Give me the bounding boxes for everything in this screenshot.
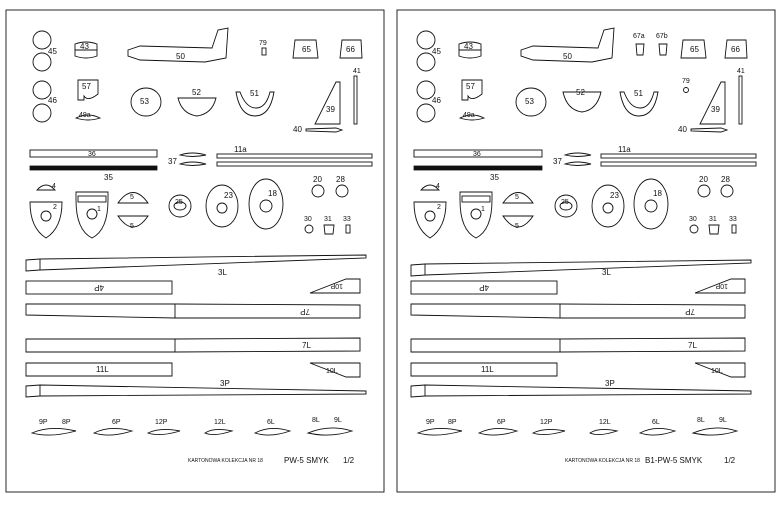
label-30: 30 [689, 216, 697, 223]
label-51: 51 [250, 89, 259, 98]
label-8L: 8L [697, 417, 705, 424]
label-9L: 9L [334, 417, 342, 424]
label-79: 79 [259, 40, 267, 47]
label-2: 2 [53, 204, 57, 211]
part-28 [721, 185, 733, 197]
label-66: 66 [346, 45, 355, 54]
label-66: 66 [731, 45, 740, 54]
label-25: 25 [561, 199, 569, 206]
part-20 [698, 185, 710, 197]
label-67b: 67b [656, 33, 668, 40]
label-3P: 3P [605, 379, 615, 388]
label-4P: 4P [479, 283, 489, 292]
label-30: 30 [304, 216, 312, 223]
label-65: 65 [690, 45, 699, 54]
label-45: 45 [48, 47, 57, 56]
part-11a-strip [217, 154, 372, 158]
part-31 [709, 225, 719, 234]
label-6P: 6P [497, 419, 506, 426]
part-41-strut [739, 76, 742, 124]
label-40: 40 [678, 125, 687, 134]
label-11a: 11a [234, 145, 247, 154]
label-28: 28 [721, 175, 730, 184]
label-67a: 67a [633, 33, 645, 40]
part-30 [690, 225, 698, 233]
label-10P: 10P [330, 282, 343, 289]
part-40 [691, 128, 727, 132]
footer-page: 1/2 [343, 456, 355, 465]
label-11L: 11L [96, 365, 109, 374]
label-5-upper: 5 [130, 194, 134, 201]
label-50: 50 [176, 52, 185, 61]
label-10L: 10L [711, 368, 723, 375]
label-23: 23 [610, 191, 619, 200]
label-10P: 10P [715, 282, 728, 289]
part-30 [305, 225, 313, 233]
label-37: 37 [168, 157, 177, 166]
label-7P: 7P [685, 307, 695, 316]
label-33: 33 [729, 216, 737, 223]
part-41-strut [354, 76, 357, 124]
label-8P: 8P [448, 419, 457, 426]
label-51: 51 [634, 89, 643, 98]
label-4: 4 [436, 183, 440, 190]
label-18: 18 [268, 189, 277, 198]
label-79: 79 [682, 78, 690, 85]
footer-page: 1/2 [724, 456, 736, 465]
label-12L: 12L [214, 419, 226, 426]
label-57: 57 [82, 82, 91, 91]
label-12L: 12L [599, 419, 611, 426]
footer-model: B1-PW-5 SMYK [645, 456, 703, 465]
label-4: 4 [52, 183, 56, 190]
footer-series: KARTONOWA KOLEKCJA NR 18 [565, 458, 640, 464]
label-28: 28 [336, 175, 345, 184]
label-5-lower: 5 [515, 223, 519, 230]
label-18: 18 [653, 189, 662, 198]
label-40: 40 [293, 125, 302, 134]
label-45: 45 [432, 47, 441, 56]
label-39: 39 [326, 105, 335, 114]
label-65: 65 [302, 45, 311, 54]
label-11L: 11L [481, 365, 494, 374]
label-12P: 12P [155, 419, 168, 426]
label-33: 33 [343, 216, 351, 223]
part-31 [324, 225, 334, 234]
label-43: 43 [80, 42, 89, 51]
label-53: 53 [140, 97, 149, 106]
label-53: 53 [525, 97, 534, 106]
label-3P: 3P [220, 379, 230, 388]
label-9P: 9P [426, 419, 435, 426]
label-1: 1 [481, 206, 485, 213]
label-9L: 9L [719, 417, 727, 424]
part-35-strip-black [414, 166, 542, 170]
label-6L: 6L [267, 419, 275, 426]
label-3L: 3L [602, 268, 611, 277]
label-36: 36 [473, 151, 481, 158]
label-7L: 7L [688, 341, 697, 350]
label-50: 50 [563, 52, 572, 61]
part-33 [732, 225, 736, 233]
label-41: 41 [353, 68, 361, 75]
label-3L: 3L [218, 268, 227, 277]
part-28 [336, 185, 348, 197]
part-40 [306, 128, 342, 132]
footer-series: KARTONOWA KOLEKCJA NR 18 [188, 458, 263, 464]
label-31: 31 [324, 216, 332, 223]
label-20: 20 [313, 175, 322, 184]
label-46: 46 [432, 96, 441, 105]
label-10L: 10L [326, 368, 338, 375]
part-11a-strip-2 [601, 162, 756, 166]
label-2: 2 [437, 204, 441, 211]
label-23: 23 [224, 191, 233, 200]
label-49a: 49a [463, 112, 475, 119]
label-41: 41 [737, 68, 745, 75]
footer-model: PW-5 SMYK [284, 456, 329, 465]
label-31: 31 [709, 216, 717, 223]
label-5-upper: 5 [515, 194, 519, 201]
label-5-lower: 5 [130, 223, 134, 230]
label-35: 35 [104, 173, 113, 182]
label-39: 39 [711, 105, 720, 114]
label-1: 1 [97, 206, 101, 213]
label-7L: 7L [302, 341, 311, 350]
part-20 [312, 185, 324, 197]
label-25: 25 [175, 199, 183, 206]
label-8P: 8P [62, 419, 71, 426]
label-6P: 6P [112, 419, 121, 426]
label-11a: 11a [618, 145, 631, 154]
label-36: 36 [88, 151, 96, 158]
part-35-strip-black [30, 166, 157, 170]
part-33 [346, 225, 350, 233]
label-9P: 9P [39, 419, 48, 426]
label-6L: 6L [652, 419, 660, 426]
label-35: 35 [490, 173, 499, 182]
label-8L: 8L [312, 417, 320, 424]
label-4P: 4P [94, 283, 104, 292]
label-37: 37 [553, 157, 562, 166]
part-67a [636, 44, 644, 55]
part-67b [659, 44, 667, 55]
label-7P: 7P [300, 307, 310, 316]
part-79 [684, 88, 689, 93]
part-11a-strip [601, 154, 756, 158]
part-11a-strip-2 [217, 162, 372, 166]
label-20: 20 [699, 175, 708, 184]
label-52: 52 [576, 88, 585, 97]
label-57: 57 [466, 82, 475, 91]
label-12P: 12P [540, 419, 553, 426]
label-52: 52 [192, 88, 201, 97]
part-79 [262, 48, 266, 55]
label-43: 43 [464, 42, 473, 51]
label-49a: 49a [79, 112, 91, 119]
label-46: 46 [48, 96, 57, 105]
